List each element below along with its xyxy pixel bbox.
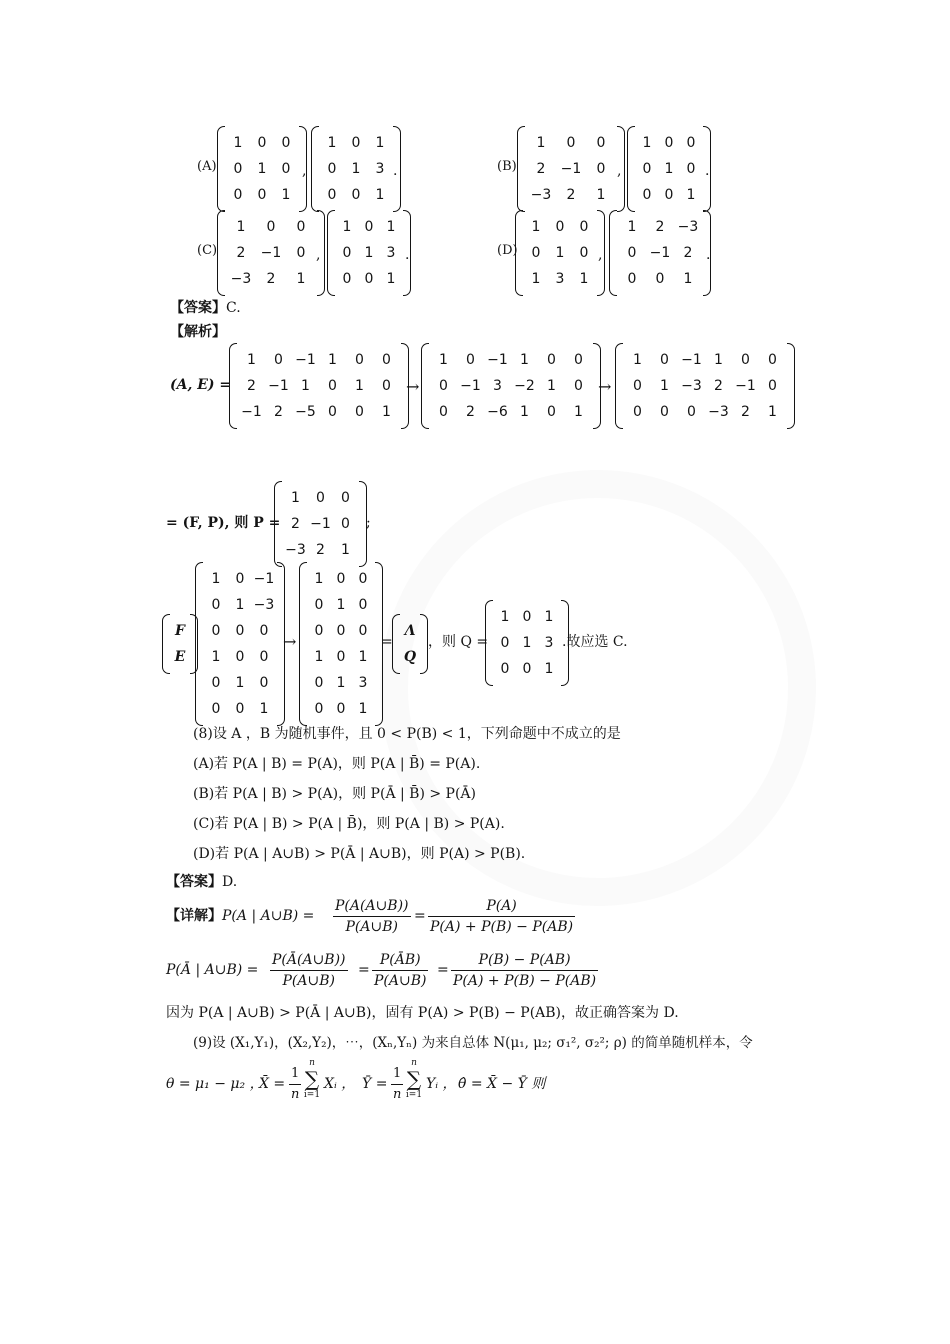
arrow: → [406, 377, 420, 396]
detail-line-1-lhs: P(A | A∪B) = [222, 908, 315, 924]
denominator: P(A) + P(B) − P(AB) [430, 919, 574, 935]
matrix-cell: 0 [259, 649, 269, 665]
denominator: n [393, 1087, 402, 1102]
matrix-cell: 0 [382, 378, 391, 394]
ae-matrix-1 [238, 347, 400, 425]
matrix-cell: 2 [741, 404, 750, 420]
matrix-cell: 0 [316, 490, 325, 506]
matrix-cell: 0 [336, 571, 346, 587]
sum-upper: n [411, 1058, 417, 1068]
matrix-cell: 1 [520, 352, 529, 368]
period: . [393, 163, 398, 179]
q8-option-c: (C)若 P(A | B) > P(A | B̄)，则 P(A | B) > P(A). [193, 816, 505, 832]
matrix-cell: −1 [681, 352, 702, 368]
denominator: P(A∪B) [345, 919, 398, 935]
matrix-cell: 0 [522, 609, 532, 625]
matrix-cell: 1 [281, 187, 291, 203]
matrix-cell: 0 [314, 623, 324, 639]
matrix-cell: 1 [336, 675, 346, 691]
matrix-cell: 0 [211, 701, 221, 717]
matrix-cell: 0 [351, 135, 361, 151]
sum-upper: n [309, 1058, 315, 1068]
answer-label: 【答案】 [170, 300, 226, 316]
q9-xbar-lhs: X̄ = [259, 1076, 286, 1092]
matrix-cell: 1 [327, 135, 337, 151]
matrix-cell: 3 [555, 271, 565, 287]
matrix-cell: −1 [460, 378, 481, 394]
matrix-cell: −6 [487, 404, 508, 420]
numerator: P(B) − P(AB) [451, 950, 598, 971]
matrix-cell: −1 [253, 571, 275, 587]
matrix-cell: 0 [358, 571, 368, 587]
period: . [405, 247, 410, 263]
matrix-cell: 0 [627, 271, 637, 287]
matrix-cell: −3 [708, 404, 729, 420]
matrix-cell: 1 [296, 271, 306, 287]
matrix-cell: 0 [259, 623, 269, 639]
matrix-cell: 0 [555, 219, 565, 235]
matrix-cell: 1 [314, 571, 324, 587]
matrix-cell: −1 [487, 352, 508, 368]
matrix-cell: 0 [274, 352, 283, 368]
sigma-symbol: ∑ [406, 1067, 422, 1091]
matrix-cell: −5 [295, 404, 316, 420]
matrix-cell: 0 [579, 219, 589, 235]
matrix-cell: 1 [522, 635, 532, 651]
matrix-cell: 0 [281, 135, 291, 151]
q8-option-b: (B)若 P(A | B) > P(A)，则 P(Ā | B̄) > P(Ā) [193, 786, 477, 802]
matrix-cell: 0 [664, 135, 674, 151]
matrix-cell: −3 [677, 219, 699, 235]
matrix-cell: 0 [633, 378, 642, 394]
matrix-cell: 1 [364, 245, 374, 261]
matrix-cell: 1 [536, 135, 546, 151]
numerator: P(A) [428, 896, 575, 917]
matrix-cell: 1 [375, 135, 385, 151]
matrix-cell: 1 [439, 352, 448, 368]
matrix-cell: 2 [236, 245, 246, 261]
matrix-cell: 0 [741, 352, 750, 368]
matrix-cell: 0 [439, 378, 448, 394]
fe-matrix-2 [308, 566, 374, 722]
matrix-cell: 0 [341, 490, 350, 506]
lambda-top: Λ [404, 623, 416, 639]
sigma-symbol: ∑ [304, 1067, 320, 1091]
matrix-cell: 2 [247, 378, 256, 394]
matrix-cell: 0 [235, 623, 245, 639]
matrix-cell: 0 [327, 187, 337, 203]
matrix-cell: 3 [544, 635, 554, 651]
matrix-cell: 1 [341, 542, 350, 558]
matrix-cell: 1 [259, 701, 269, 717]
q8-conclusion: 因为 P(A | A∪B) > P(Ā | A∪B)，固有 P(A) > P(B) − P(AB)，故正确答案为 D. [166, 1005, 679, 1021]
matrix-cell: 1 [531, 271, 541, 287]
analysis-label: 【解析】 [170, 324, 226, 340]
matrix-cell: 1 [768, 404, 777, 420]
q9-yi: Yᵢ ， [426, 1076, 457, 1092]
matrix-cell: 1 [579, 271, 589, 287]
matrix-cell: 2 [266, 271, 276, 287]
numerator: P(A(A∪B)) [333, 896, 411, 917]
matrix-cell: −1 [295, 352, 316, 368]
matrix-cell: 1 [382, 404, 391, 420]
matrix-cell: 1 [342, 219, 352, 235]
matrix-cell: 1 [633, 352, 642, 368]
matrix-cell: 0 [596, 135, 606, 151]
matrix-cell: 0 [211, 623, 221, 639]
option-b-matrix-2 [636, 130, 702, 208]
matrix-cell: 0 [531, 245, 541, 261]
answer-line [170, 299, 241, 317]
matrix-cell: 0 [233, 161, 243, 177]
one-over-n [289, 1064, 301, 1105]
matrix-cell: 1 [328, 352, 337, 368]
matrix-cell: 0 [314, 597, 324, 613]
matrix-cell: 0 [266, 219, 276, 235]
matrix-cell: 1 [375, 187, 385, 203]
option-c-label: (C) [197, 243, 218, 258]
q9-xi: Xᵢ ， [324, 1076, 356, 1092]
period: . [705, 163, 710, 179]
lambda-q-vector [401, 618, 419, 670]
matrix-cell: 0 [336, 701, 346, 717]
matrix-cell: 1 [351, 161, 361, 177]
p-matrix [283, 485, 358, 563]
matrix-cell: −1 [241, 404, 262, 420]
matrix-cell: −3 [681, 378, 702, 394]
matrix-cell: 0 [358, 623, 368, 639]
fe-top: F [175, 623, 185, 639]
period: . [706, 247, 711, 263]
matrix-cell: 3 [358, 675, 368, 691]
fraction [270, 950, 348, 991]
matrix-cell: 0 [328, 378, 337, 394]
matrix-cell: −1 [735, 378, 756, 394]
matrix-cell: 1 [555, 245, 565, 261]
matrix-cell: 1 [235, 597, 245, 613]
matrix-cell: 0 [259, 675, 269, 691]
detail-label: 【详解】 [166, 908, 222, 924]
equals: = [358, 962, 370, 978]
matrix-cell: 2 [655, 219, 665, 235]
q9-stem: (9)设 (X₁,Y₁)，(X₂,Y₂)，⋯，(Xₙ,Yₙ) 为来自总体 N(μ₁, μ₂; σ₁², σ₂²; ρ) 的简单随机样本，令 [193, 1035, 753, 1051]
matrix-cell: 1 [358, 649, 368, 665]
matrix-cell: 0 [566, 135, 576, 151]
matrix-cell: 0 [314, 701, 324, 717]
comma: , [302, 163, 307, 179]
option-d-matrix-1 [524, 214, 596, 292]
option-a-matrix-1 [226, 130, 298, 208]
matrix-cell: 3 [493, 378, 502, 394]
fraction [428, 896, 575, 937]
fe-bottom: E [174, 649, 186, 665]
q8-option-d: (D)若 P(A | A∪B) > P(Ā | A∪B)，则 P(A) > P(B). [193, 846, 526, 862]
summation [404, 1058, 424, 1100]
ae-matrix-3 [624, 347, 786, 425]
matrix-cell: 0 [342, 271, 352, 287]
matrix-cell: 0 [574, 352, 583, 368]
matrix-cell: −1 [560, 161, 582, 177]
matrix-cell: 1 [660, 378, 669, 394]
answer-value: C. [226, 300, 241, 316]
matrix-cell: −3 [253, 597, 275, 613]
matrix-cell: 2 [274, 404, 283, 420]
matrix-cell: 0 [233, 187, 243, 203]
option-c-matrix-2 [336, 214, 402, 292]
matrix-cell: 1 [386, 219, 396, 235]
matrix-cell: 1 [236, 219, 246, 235]
matrix-cell: 1 [547, 378, 556, 394]
matrix-cell: 2 [536, 161, 546, 177]
matrix-cell: 0 [686, 135, 696, 151]
matrix-cell: 0 [466, 352, 475, 368]
matrix-cell: 1 [247, 352, 256, 368]
matrix-cell: 0 [642, 187, 652, 203]
numerator: 1 [391, 1064, 403, 1085]
matrix-cell: 0 [364, 219, 374, 235]
denominator: P(A) + P(B) − P(AB) [453, 973, 597, 989]
q8-option-a: (A)若 P(A | B) = P(A)，则 P(A | B̄) = P(A). [193, 756, 481, 772]
conclusion-7: .故应选 C. [562, 634, 628, 650]
matrix-cell: 1 [211, 649, 221, 665]
matrix-cell: 0 [500, 635, 510, 651]
sum-lower: i=1 [303, 1090, 321, 1100]
comma: , [617, 163, 622, 179]
matrix-cell: 0 [281, 161, 291, 177]
matrix-cell: 0 [257, 135, 267, 151]
q9-theta: θ = μ₁ − μ₂ ， [166, 1076, 264, 1092]
matrix-cell: 0 [596, 161, 606, 177]
matrix-cell: 0 [633, 404, 642, 420]
numerator: P(Ā(A∪B)) [270, 950, 348, 971]
answer-label: 【答案】 [166, 874, 222, 890]
fe-vector [171, 618, 189, 670]
ae-lhs: (A, E) = [170, 377, 232, 393]
comma: , [316, 247, 321, 263]
matrix-cell: 1 [336, 597, 346, 613]
lambda-bottom: Q [403, 649, 417, 665]
matrix-cell: 0 [364, 271, 374, 287]
denominator: P(A∪B) [282, 973, 335, 989]
matrix-cell: 0 [342, 245, 352, 261]
matrix-cell: 0 [660, 352, 669, 368]
one-over-n [391, 1064, 403, 1105]
matrix-cell: 0 [547, 404, 556, 420]
matrix-cell: 1 [627, 219, 637, 235]
matrix-cell: 1 [233, 135, 243, 151]
matrix-cell: 0 [211, 675, 221, 691]
matrix-cell: 0 [522, 661, 532, 677]
matrix-cell: 1 [235, 675, 245, 691]
matrix-cell: −1 [260, 245, 282, 261]
matrix-cell: 2 [566, 187, 576, 203]
matrix-cell: −3 [285, 542, 306, 558]
detail-line-1 [166, 907, 314, 925]
matrix-cell: 0 [327, 161, 337, 177]
matrix-cell: 0 [768, 378, 777, 394]
matrix-cell: 1 [596, 187, 606, 203]
matrix-cell: 0 [296, 245, 306, 261]
matrix-cell: 0 [439, 404, 448, 420]
matrix-cell: 0 [336, 623, 346, 639]
option-b-matrix-1 [526, 130, 616, 208]
ae-matrix-2 [430, 347, 592, 425]
matrix-cell: 2 [683, 245, 693, 261]
q8-answer-line [166, 873, 237, 891]
matrix-cell: −2 [514, 378, 535, 394]
q9-theta-hat: θ̂ = X̄ − Ȳ 则 [458, 1076, 546, 1092]
denominator: n [291, 1087, 300, 1102]
matrix-cell: 1 [355, 378, 364, 394]
matrix-cell: 3 [375, 161, 385, 177]
numerator: 1 [289, 1064, 301, 1085]
matrix-cell: 0 [686, 161, 696, 177]
fraction [451, 950, 598, 991]
semicolon: ; [366, 515, 371, 531]
matrix-cell: 1 [358, 701, 368, 717]
matrix-cell: 0 [355, 404, 364, 420]
matrix-cell: 0 [235, 649, 245, 665]
q-matrix [494, 604, 560, 682]
matrix-cell: 1 [544, 609, 554, 625]
option-a-matrix-2 [320, 130, 392, 208]
matrix-cell: −1 [310, 516, 331, 532]
matrix-cell: 0 [687, 404, 696, 420]
matrix-cell: 3 [386, 245, 396, 261]
fraction [333, 896, 411, 937]
matrix-cell: 0 [500, 661, 510, 677]
arrow: → [598, 377, 612, 396]
matrix-cell: 0 [314, 675, 324, 691]
matrix-cell: 0 [664, 187, 674, 203]
matrix-cell: 1 [544, 661, 554, 677]
matrix-cell: 0 [336, 649, 346, 665]
matrix-cell: 1 [314, 649, 324, 665]
matrix-cell: 0 [235, 701, 245, 717]
matrix-cell: 0 [257, 187, 267, 203]
matrix-cell: 0 [328, 404, 337, 420]
matrix-cell: 0 [211, 597, 221, 613]
matrix-cell: 1 [386, 271, 396, 287]
matrix-cell: 0 [351, 187, 361, 203]
sum-lower: i=1 [405, 1090, 423, 1100]
matrix-cell: 2 [714, 378, 723, 394]
matrix-cell: −1 [268, 378, 289, 394]
matrix-cell: 1 [520, 404, 529, 420]
matrix-cell: 0 [579, 245, 589, 261]
q8-stem: (8)设 A ，B 为随机事件，且 0 < P(B) < 1，下列命题中不成立的是 [193, 726, 621, 742]
matrix-cell: 1 [500, 609, 510, 625]
matrix-cell: 0 [660, 404, 669, 420]
matrix-cell: 1 [714, 352, 723, 368]
detail-line-2-lhs: P(Ā | A∪B) = [166, 962, 259, 978]
matrix-cell: 1 [301, 378, 310, 394]
summation [302, 1058, 322, 1100]
matrix-cell: 1 [686, 187, 696, 203]
matrix-cell: 2 [291, 516, 300, 532]
comma: , [598, 247, 603, 263]
matrix-cell: −3 [530, 187, 552, 203]
matrix-cell: 0 [574, 378, 583, 394]
option-d-matrix-2 [618, 214, 702, 292]
matrix-cell: 1 [664, 161, 674, 177]
equals: = [381, 634, 393, 650]
option-d-label: (D) [497, 243, 518, 258]
matrix-cell: 1 [642, 135, 652, 151]
matrix-cell: 0 [768, 352, 777, 368]
matrix-cell: 0 [642, 161, 652, 177]
matrix-cell: 1 [291, 490, 300, 506]
option-c-matrix-1 [226, 214, 316, 292]
matrix-cell: 1 [531, 219, 541, 235]
fraction [372, 950, 428, 991]
matrix-cell: −1 [649, 245, 671, 261]
denominator: P(A∪B) [374, 973, 427, 989]
matrix-cell: 0 [382, 352, 391, 368]
equals: = [437, 962, 449, 978]
numerator: P(ĀB) [372, 950, 428, 971]
matrix-cell: 0 [296, 219, 306, 235]
answer-value: D. [222, 874, 238, 890]
matrix-cell: 0 [355, 352, 364, 368]
matrix-cell: 0 [235, 571, 245, 587]
matrix-cell: 2 [466, 404, 475, 420]
option-b-label: (B) [497, 159, 517, 174]
matrix-cell: 0 [547, 352, 556, 368]
matrix-cell: 0 [655, 271, 665, 287]
matrix-cell: 1 [211, 571, 221, 587]
q-text: ，则 Q = [428, 634, 489, 650]
equals: = [414, 908, 426, 924]
option-a-label: (A) [197, 159, 217, 174]
matrix-cell: 0 [627, 245, 637, 261]
fe-matrix-1 [204, 566, 276, 722]
matrix-cell: 1 [683, 271, 693, 287]
matrix-cell: 1 [257, 161, 267, 177]
matrix-cell: 0 [358, 597, 368, 613]
matrix-cell: 2 [316, 542, 325, 558]
matrix-cell: 0 [341, 516, 350, 532]
q9-ybar-lhs: Ȳ = [362, 1076, 388, 1092]
fp-text: = (F, P), 则 P = [166, 515, 281, 531]
arrow: → [283, 632, 297, 651]
matrix-cell: −3 [230, 271, 252, 287]
matrix-cell: 1 [574, 404, 583, 420]
